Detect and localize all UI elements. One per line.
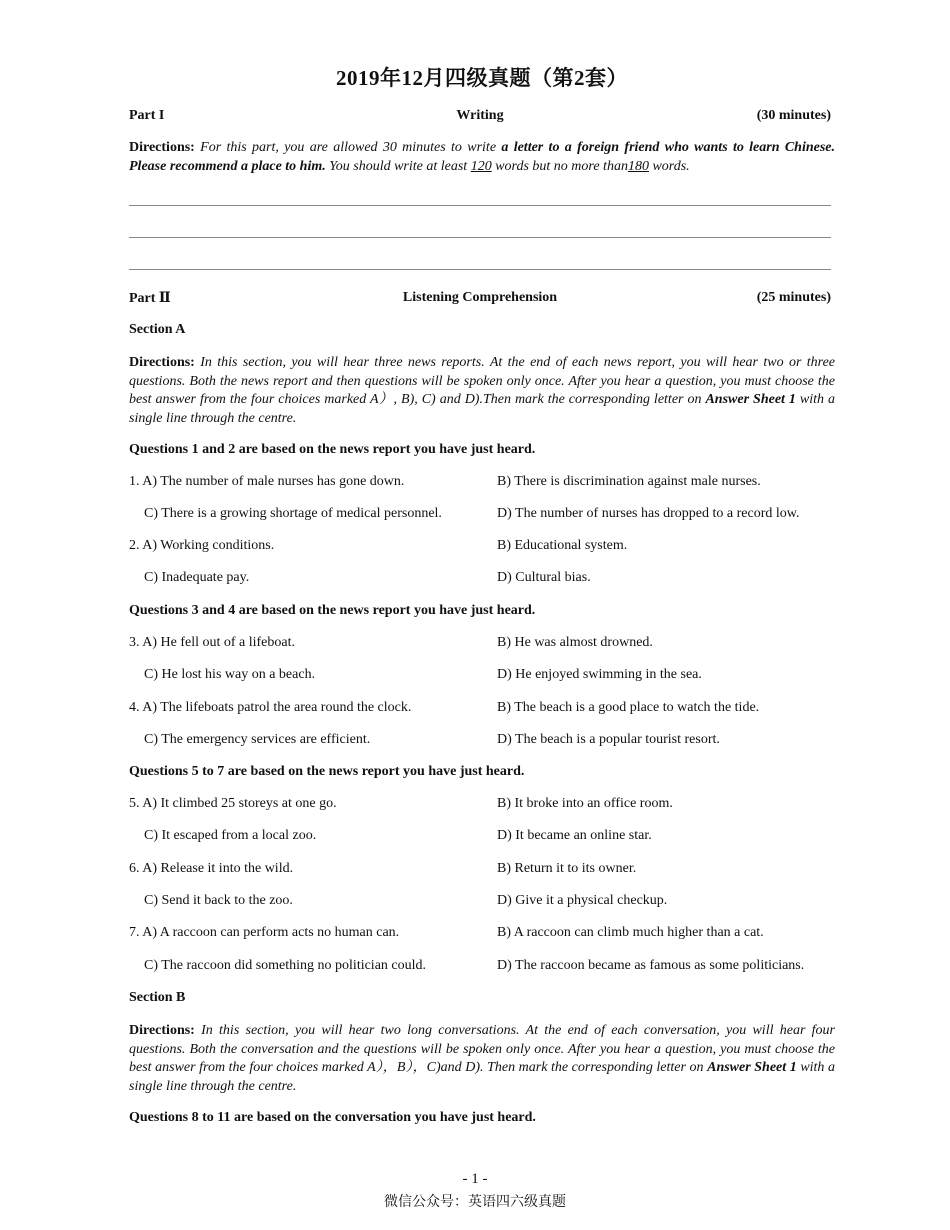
part1-directions [129, 139, 835, 176]
q2-option-c: C) Inadequate pay. [144, 570, 250, 585]
page-number: - 1 - [462, 1171, 488, 1187]
section-b-answer-sheet: Answer Sheet 1 [707, 1060, 797, 1075]
section-b-directions-text2: with a single line through the centre. [129, 1060, 836, 1094]
q3-option-d: D) He enjoyed swimming in the sea. [497, 667, 702, 682]
max-words: 180 [627, 158, 649, 174]
q3-option-c: C) He lost his way on a beach. [144, 667, 316, 682]
part1-directions-task: a letter to a foreign friend who wants to learn Chinese. Please recommend a place to him. [129, 140, 836, 174]
q4-option-c: C) The emergency services are efficient. [144, 732, 371, 747]
question-group-heading: Questions 1 and 2 are based on the news report you have just heard. [129, 442, 536, 457]
q5-option-b: B) It broke into an office room. [497, 796, 673, 811]
q7-option-c: C) The raccoon did something no politician could. [144, 958, 427, 973]
q1-option-c: C) There is a growing shortage of medical personnel. [144, 506, 442, 521]
part1-label: Part I [129, 108, 165, 123]
question-group-heading: Questions 8 to 11 are based on the conversation you have just heard. [129, 1110, 536, 1125]
part2-label: Part Ⅱ [129, 291, 171, 306]
q4-option-a: 4. A) The lifeboats patrol the area round the clock. [129, 700, 412, 715]
q5-option-d: D) It became an online star. [497, 828, 652, 843]
page-title: 2019年12月四级真题（第2套） [336, 66, 628, 90]
part1-directions-text4: words. [652, 158, 690, 174]
section-b-directions [129, 1022, 835, 1096]
section-a-directions-text1: In this section, you will hear three news reports. At the end of each news report, you will hear two or three questions. Both the news report and then questions will be spoken only once. After you hear a question, you must choose the best answer from the four choices marked A）, B), C) and D).Then mark the corresponding letter on [129, 355, 836, 407]
section-b-label: Section B [129, 990, 186, 1005]
section-b-directions-label: Directions: [129, 1023, 195, 1038]
section-a-directions [129, 354, 835, 428]
q6-option-a: 6. A) Release it into the wild. [129, 861, 294, 876]
question-group-heading: Questions 5 to 7 are based on the news report you have just heard. [129, 764, 525, 779]
q1-option-b: B) There is discrimination against male nurses. [497, 474, 761, 489]
writing-line-3 [129, 269, 831, 270]
wechat-account: 微信公众号：英语四六级真题 [384, 1194, 566, 1210]
q4-option-d: D) The beach is a popular tourist resort. [497, 732, 720, 747]
q7-option-b: B) A raccoon can climb much higher than a cat. [497, 925, 764, 940]
q6-option-b: B) Return it to its owner. [497, 861, 637, 876]
part1-header [129, 108, 831, 128]
q7-option-a: 7. A) A raccoon can perform acts no human can. [129, 925, 400, 940]
part1-directions-label: Directions: [129, 140, 195, 155]
part2-time: (25 minutes) [756, 290, 831, 305]
part1-directions-text3: words but no more than [495, 158, 628, 174]
part1-directions-text2: You should write at least [329, 158, 468, 174]
q6-option-d: D) Give it a physical checkup. [497, 893, 668, 908]
section-a-answer-sheet: Answer Sheet 1 [705, 392, 796, 407]
q3-option-a: 3. A) He fell out of a lifeboat. [129, 635, 296, 650]
q1-option-d: D) The number of nurses has dropped to a record low. [497, 506, 800, 521]
question-group-heading: Questions 3 and 4 are based on the news report you have just heard. [129, 603, 536, 618]
q1-option-a: 1. A) The number of male nurses has gone down. [129, 474, 405, 489]
part1-time: (30 minutes) [756, 108, 831, 123]
q2-option-d: D) Cultural bias. [497, 570, 591, 585]
q2-option-b: B) Educational system. [497, 538, 628, 553]
min-words: 120 [470, 158, 492, 174]
q5-option-a: 5. A) It climbed 25 storeys at one go. [129, 796, 337, 811]
q3-option-b: B) He was almost drowned. [497, 635, 653, 650]
q5-option-c: C) It escaped from a local zoo. [144, 828, 317, 843]
section-a-label: Section A [129, 322, 186, 337]
section-a-directions-label: Directions: [129, 355, 195, 370]
part1-name: Writing [456, 108, 504, 123]
q7-option-d: D) The raccoon became as famous as some politicians. [497, 958, 805, 973]
q2-option-a: 2. A) Working conditions. [129, 538, 275, 553]
writing-line-1 [129, 205, 831, 206]
section-b-directions-text1: In this section, you will hear two long conversations. At the end of each conversation, you will hear four questions. Both the conversation and the questions will be spoken only once. After you hear a question, you must choose the best answer from the four choices marked A），B），C)and D). Then mark the corresponding letter on [129, 1023, 836, 1075]
part2-header [129, 290, 831, 310]
q4-option-b: B) The beach is a good place to watch the tide. [497, 700, 760, 715]
writing-line-2 [129, 237, 831, 238]
q6-option-c: C) Send it back to the zoo. [144, 893, 293, 908]
section-a-directions-text2: with a single line through the centre. [129, 392, 836, 426]
part2-name: Listening Comprehension [402, 290, 558, 305]
part1-directions-text1: For this part, you are allowed 30 minutes to write [200, 140, 497, 155]
